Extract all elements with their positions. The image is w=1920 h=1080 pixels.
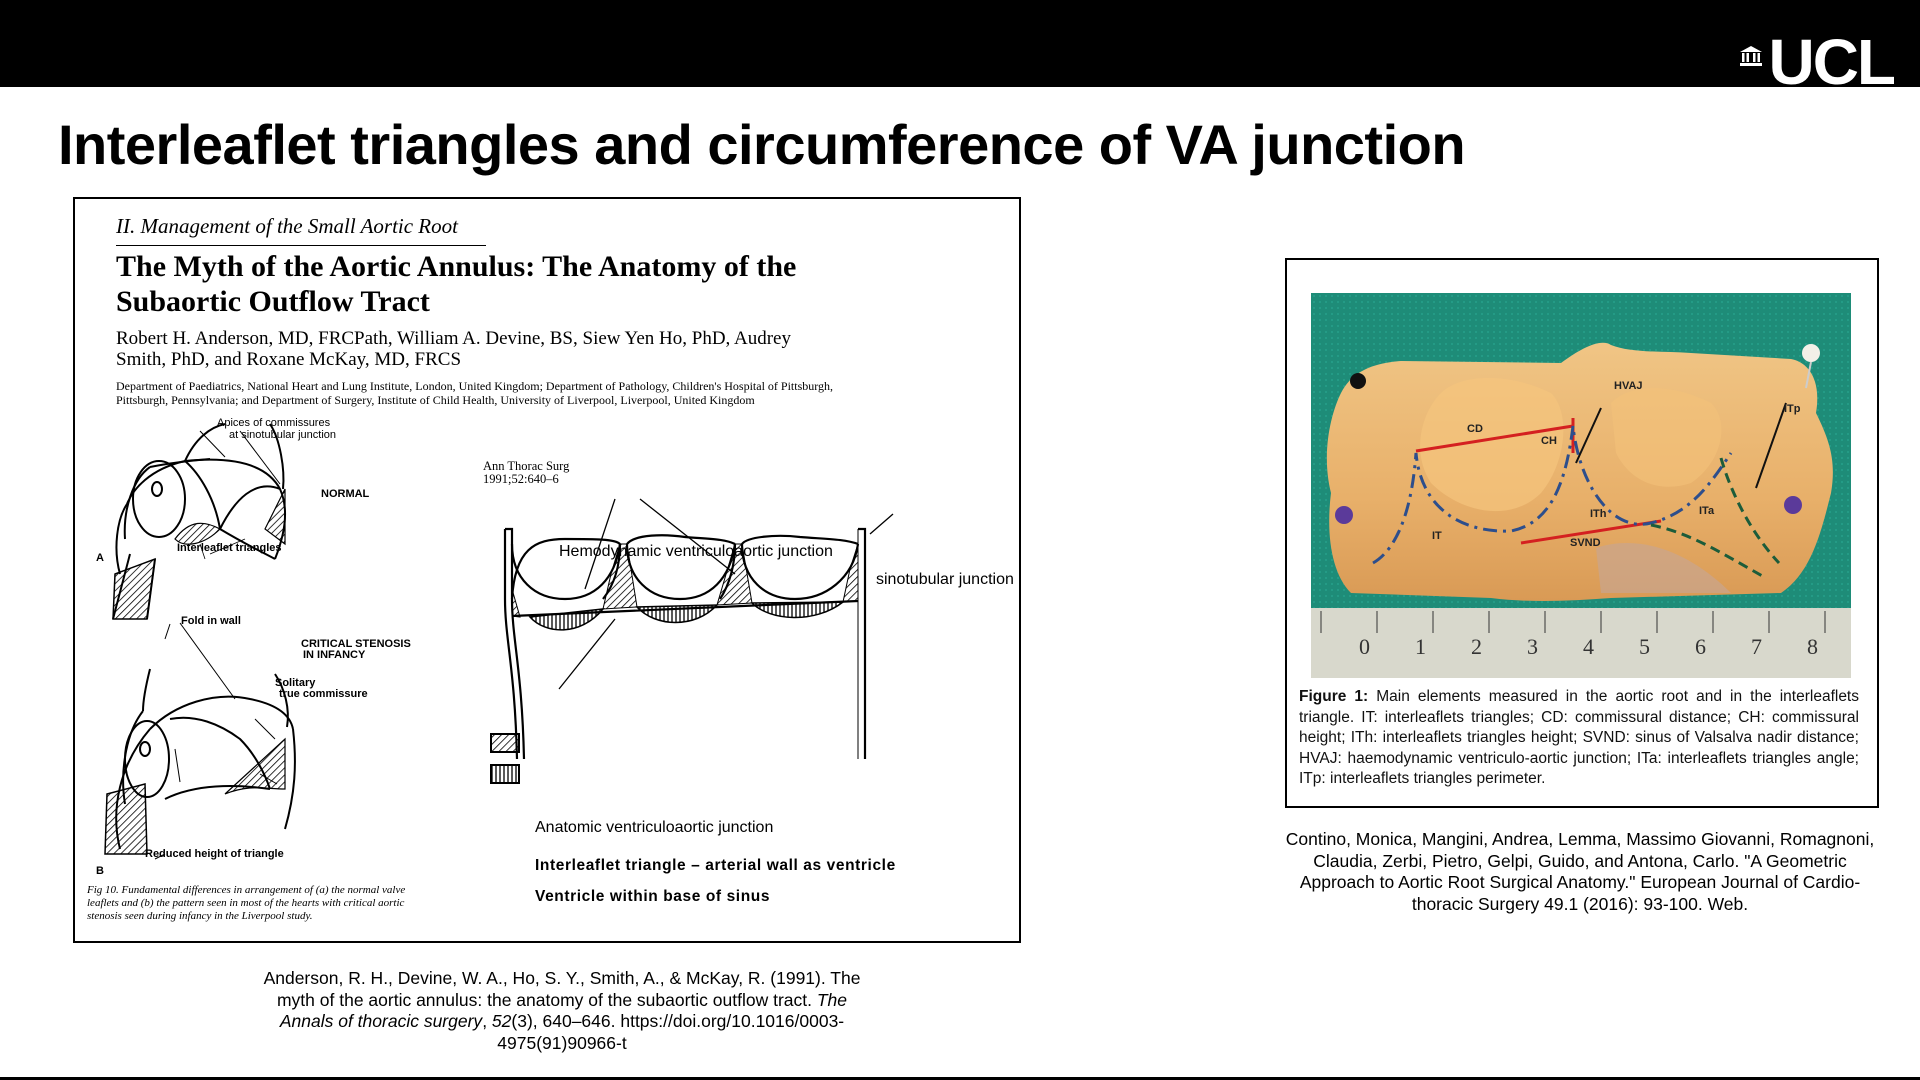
reference-left	[222, 968, 902, 1054]
figure-caption: Fig 10. Fundamental differences in arrangement of (a) the normal valve leaflets and (b) the pattern seen in most of the hearts with critical aortic stenosis seen during infancy in the Liverpool study.	[87, 884, 406, 922]
fold-in-wall-label: Fold in wall	[181, 615, 241, 627]
photo-label-svnd: SVND	[1570, 537, 1601, 549]
ruler-number: 8	[1807, 634, 1818, 659]
figure-b-letter: B	[96, 865, 104, 877]
reference-right-line-4: thoracic Surgery 49.1 (2016): 93-100. Web.	[1411, 893, 1749, 914]
reduced-height-label: Reduced height of triangle	[145, 848, 284, 860]
anatomic-junction-label: Anatomic ventriculoaortic junction	[535, 819, 774, 836]
ruler-number: 4	[1583, 634, 1594, 659]
journal-volume: 1991;52:640–6	[483, 472, 559, 486]
junction-diagram	[505, 529, 865, 759]
sinotubular-junction-label: sinotubular junction	[876, 571, 1014, 588]
apices-label: Apices of commissures	[217, 417, 331, 429]
ruler-number: 0	[1359, 634, 1370, 659]
reference-right	[1270, 829, 1890, 915]
figure-a-letter: A	[96, 552, 104, 564]
ruler-number: 3	[1527, 634, 1538, 659]
hemodynamic-junction-label: Hemodynamic ventriculoaortic junction	[559, 543, 833, 560]
reference-right-line-2: Claudia, Zerbi, Pietro, Gelpi, Guido, and Antona, Carlo. "A Geometric	[1313, 850, 1847, 871]
photo-label-ita: ITa	[1699, 505, 1715, 517]
ruler-number: 2	[1471, 634, 1482, 659]
normal-label: NORMAL	[321, 488, 370, 500]
apices-label-2: at sinotubular junction	[229, 429, 337, 441]
journal-name: Ann Thorac Surg	[483, 459, 570, 473]
reference-left-line-4: 4975(91)90966-t	[497, 1032, 627, 1053]
figure-1-caption	[1299, 687, 1859, 790]
paper-excerpt	[73, 197, 1021, 943]
aortic-root-figure	[1285, 258, 1879, 808]
ruler-number: 7	[1751, 634, 1762, 659]
reference-left-line-1: Anderson, R. H., Devine, W. A., Ho, S. Y., Smith, A., & McKay, R. (1991). The	[263, 968, 861, 988]
caption-text: Main elements measured in the aortic root and in the interleaflets triangle. IT: interleaflets triangles; CD: commissural distance; CH: commissural height; ITh: interleaflets triangles height; SVND: sinus of Valsalva nadir distance; HVAJ: haemodynamic ventriculo-aortic junction; ITa: interleaflets triangles angle; ITp: interleaflets triangles perimeter.	[1299, 688, 1859, 787]
ucl-logo	[1740, 26, 1894, 98]
reference-right-line-3: Approach to Aortic Root Surgical Anatomy." European Journal of Cardio-	[1299, 872, 1861, 892]
ruler-numbers	[1311, 634, 1851, 664]
photo-label-itp: ITp	[1784, 403, 1801, 415]
portico-icon	[1740, 46, 1762, 66]
reference-right-line-1: Contino, Monica, Mangini, Andrea, Lemma, Massimo Giovanni, Romagnoni,	[1285, 829, 1875, 849]
paper-authors: Robert H. Anderson, MD, FRCPath, William A. Devine, BS, Siew Yen Ho, PhD, Audrey Smith, PhD, and Roxane McKay, MD, FRCS	[116, 328, 791, 370]
solitary-commissure-label-2: true commissure	[279, 688, 368, 700]
legend-striped-label: Ventricle within base of sinus	[535, 888, 771, 905]
paper-title: The Myth of the Aortic Annulus: The Anatomy of the Subaortic Outflow Tract	[116, 250, 797, 318]
solitary-commissure-label: Solitary	[275, 677, 316, 689]
interleaflet-triangles-label: Interleaflet triangles	[177, 542, 282, 554]
photo-label-ith: ITh	[1590, 508, 1607, 520]
critical-stenosis-label-2: IN INFANCY	[303, 649, 366, 661]
photo-label-cd: CD	[1467, 423, 1483, 435]
caption-label: Figure 1:	[1299, 688, 1369, 705]
paper-affiliations: Department of Paediatrics, National Heart and Lung Institute, London, United Kingdom; Department of Pathology, Children's Hospital of Pittsburgh, Pittsburgh, Pennsylvania; and Department of Surgery, Institute of Child Health, University of Liverpool, Liverpool, United Kingdom	[116, 379, 834, 407]
logo-text: UCL	[1768, 26, 1894, 98]
ruler-number: 1	[1415, 634, 1426, 659]
photo-label-hvaj: HVAJ	[1614, 380, 1643, 392]
photo-label-it: IT	[1432, 530, 1442, 542]
top-banner	[0, 0, 1920, 98]
paper-section: II. Management of the Small Aortic Root	[116, 214, 458, 238]
ruler-number: 6	[1695, 634, 1706, 659]
aortic-root-photo	[1311, 293, 1851, 678]
ruler-number: 5	[1639, 634, 1650, 659]
legend-hatched-label: Interleaflet triangle – arterial wall as ventricle	[535, 857, 896, 874]
reference-left-line-3: Annals of thoracic surgery, 52(3), 640–646. https://doi.org/10.1016/0003-	[279, 1011, 845, 1031]
slide-title: Interleaflet triangles and circumference of VA junction	[58, 113, 1466, 176]
photo-label-ch: CH	[1541, 435, 1557, 447]
critical-stenosis-label: CRITICAL STENOSIS	[301, 638, 411, 650]
reference-left-line-2: myth of the aortic annulus: the anatomy of the subaortic outflow tract. The	[276, 989, 848, 1010]
